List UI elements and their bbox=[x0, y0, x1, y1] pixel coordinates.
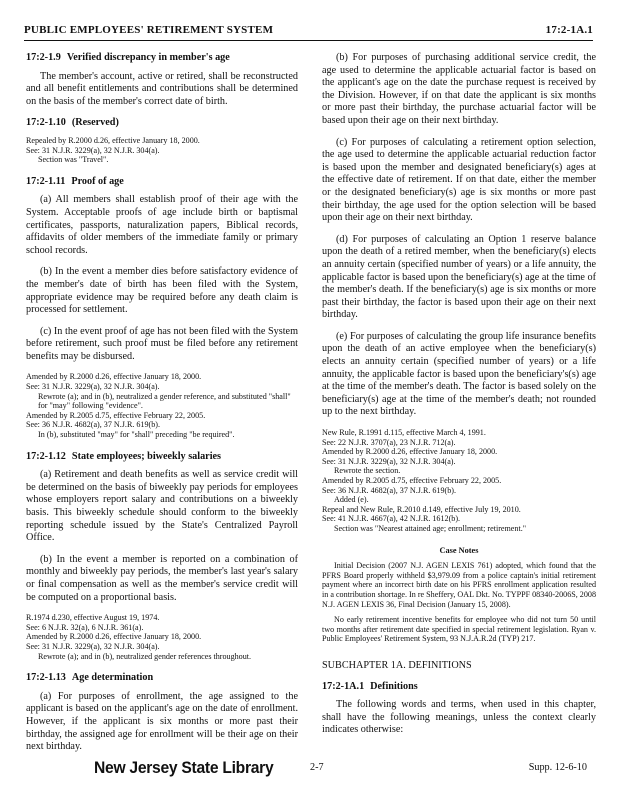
section-number: 17:2-1.11 bbox=[26, 175, 66, 187]
right-column bbox=[322, 52, 596, 746]
history-line: Amended by R.2000 d.26, effective January 18, 2000. bbox=[322, 447, 498, 457]
library-stamp: New Jersey State Library bbox=[94, 758, 274, 777]
history-line: Rewrote the section. bbox=[334, 466, 401, 476]
history-note bbox=[26, 613, 298, 661]
running-header bbox=[24, 22, 593, 40]
section-heading-1-13 bbox=[26, 672, 298, 685]
history-line: Rewrote (a); and in (b), neutralized a gender reference, and substituted "shall" for "may" following "evidence". bbox=[38, 391, 291, 411]
history-line: Section was "Nearest attained age; enrollment; retirement." bbox=[334, 523, 527, 533]
section-title: Age determination bbox=[71, 672, 154, 684]
section-title: Proof of age bbox=[71, 175, 124, 187]
history-line: See: 31 N.J.R. 3229(a), 32 N.J.R. 304(a). bbox=[26, 382, 160, 392]
paragraph: (a) Retirement and death benefits as well as service credit will be determined on the basis of biweekly pay periods for employees whose employers report salary and contributions on a biweekly basis. This biweekly schedule should conform to the biweekly reporting schedule issued by the State's Centralized Payroll Office. bbox=[26, 469, 298, 544]
page-number: 2-7 bbox=[310, 762, 324, 773]
paragraph: (b) In the event a member is reported on a combination of monthly and biweekly pay periods, the member's last year's salary or final compensation as well as the member's service credit will be computed on a proportional basis. bbox=[26, 553, 298, 603]
history-line: See: 6 N.J.R. 32(a), 6 N.J.R. 361(a). bbox=[26, 622, 144, 632]
section-number: 17:2-1.10 bbox=[26, 117, 66, 129]
section-number: 17:2-1.9 bbox=[26, 52, 61, 63]
history-note bbox=[26, 372, 298, 439]
paragraph: The member's account, active or retired, shall be reconstructed and all benefit entitlements and contributions shall be determined on the basis of the member's correct date of birth. bbox=[26, 70, 298, 107]
section-title: State employees; biweekly salaries bbox=[71, 450, 222, 462]
section-heading-1-9 bbox=[26, 52, 298, 65]
header-title: PUBLIC EMPLOYEES' RETIREMENT SYSTEM bbox=[24, 24, 274, 36]
history-line: See: 41 N.J.R. 4667(a), 42 N.J.R. 1612(b). bbox=[322, 514, 461, 524]
history-line: Rewrote (a); and in (b), neutralized gender references throughout. bbox=[38, 651, 252, 661]
section-heading-1a-1 bbox=[322, 681, 596, 694]
header-rule bbox=[24, 40, 593, 41]
history-line: In (b), substituted "may" for "shall" preceding "be required". bbox=[38, 430, 235, 440]
history-line: See: 31 N.J.R. 3229(a), 32 N.J.R. 304(a). bbox=[322, 456, 456, 466]
history-note bbox=[322, 428, 596, 534]
header-section-number: 17:2-1A.1 bbox=[545, 24, 593, 36]
paragraph: (e) For purposes of calculating the group life insurance benefits upon the death of an active employee when the beneficiary(s) elects an annuity certain (specified number of years) or a life annuity, the applicable factor is based upon the beneficiary's(s) age at the time of the member's death. The factor is based solely on the beneficiary(s) age at the time of the member's death; not rounded up to the next birthday. bbox=[322, 330, 596, 418]
section-number: 17:2-1.13 bbox=[26, 672, 66, 684]
history-line: See: 22 N.J.R. 3707(a), 23 N.J.R. 712(a). bbox=[322, 437, 456, 447]
paragraph: (b) In the event a member dies before satisfactory evidence of the member's date of birth has been filed with the System, appropriate evidence may be required before any death claim is processed for settlement. bbox=[26, 266, 298, 316]
history-line: See: 36 N.J.R. 4682(a), 37 N.J.R. 619(b). bbox=[322, 485, 456, 495]
history-line: Added (e). bbox=[334, 495, 369, 505]
paragraph: (d) For purposes of calculating an Option 1 reserve balance upon the death of a retired member, when the beneficiary(s) elects an annuity certain (specified number of years) or a life annuity, the applicable factor is based upon the beneficiary(s) age at the time of the member's death. If the beneficiary(s) age is six months or more past their birthday, the factor is based upon their age on their next birthday. bbox=[322, 233, 596, 321]
section-title: Definitions bbox=[370, 680, 418, 692]
paragraph: (b) For purposes of purchasing additional service credit, the age used to determine the applicable actuarial factor is based on the applicant's age on the date the purchase request is received by the Division. However, if on that date the applicant is six months or more past their birthday, the purchase actuarial factor will be based upon their age on their next birthday. bbox=[322, 52, 596, 126]
section-number: 17:2-1A.1 bbox=[322, 680, 365, 692]
section-title: (Reserved) bbox=[71, 117, 119, 129]
history-line: See: 31 N.J.R. 3229(a), 32 N.J.R. 304(a). bbox=[26, 641, 160, 651]
subchapter-heading: SUBCHAPTER 1A. DEFINITIONS bbox=[322, 659, 472, 671]
supplement-date: Supp. 12-6-10 bbox=[528, 762, 587, 773]
case-notes-heading: Case Notes bbox=[439, 545, 479, 555]
section-heading-1-11 bbox=[26, 176, 298, 189]
history-line: Amended by R.2005 d.75, effective February 22, 2005. bbox=[322, 476, 502, 485]
paragraph: The following words and terms, when used in this chapter, shall have the following meanings, unless the context clearly indicates otherwise: bbox=[322, 699, 596, 736]
history-line: See: 36 N.J.R. 4682(a), 37 N.J.R. 619(b). bbox=[26, 420, 160, 430]
section-heading-1-10 bbox=[26, 117, 298, 130]
paragraph: (a) For purposes of enrollment, the age assigned to the applicant is based on the applicant's age on the date of enrollment. However, if the applicant is six months or more past their birthday, the assigned age for enrollment will be their age on their next birthday. bbox=[26, 690, 298, 753]
section-number: 17:2-1.12 bbox=[26, 450, 66, 462]
history-line: Repealed by R.2000 d.26, effective January 18, 2000. bbox=[26, 135, 200, 145]
history-line: Repeal and New Rule, R.2010 d.149, effective July 19, 2010. bbox=[322, 504, 521, 514]
case-note: Initial Decision (2007 N.J. AGEN LEXIS 761) adopted, which found that the PFRS Board properly withheld $3,979.09 from a police captain's initial retirement payment where an incorrect birth date on his PFRS enrollment application resulted in a contribution shortage. In re Sheffery, OAL Dkt. No. TYPPF 08340-2006S, 2008 N.J. AGEN LEXIS 36, Final Decision (January 15, 2008). bbox=[322, 561, 596, 609]
history-line: Amended by R.2005 d.75, effective February 22, 2005. bbox=[26, 410, 206, 420]
paragraph: (c) In the event proof of age has not been filed with the System before retirement, such proof must be filed before any retirement benefits may be disbursed. bbox=[26, 325, 298, 362]
history-line: New Rule, R.1991 d.115, effective March 4, 1991. bbox=[322, 428, 486, 438]
history-line: Section was "Travel". bbox=[38, 155, 109, 165]
paragraph: (c) For purposes of calculating a retirement option selection, the age used to determine the applicable actuarial reduction factor is based upon the member and designated beneficiary(s) ages at the effective date of retirement. If on that date, either the member or the designated beneficiary(s) age is six months or more past their birthday, the age used for the option selection will be based upon their age on their next birthday. bbox=[322, 136, 596, 224]
section-title: Verified discrepancy in member's age bbox=[66, 52, 230, 63]
history-note bbox=[26, 136, 298, 165]
history-line: See: 31 N.J.R. 3229(a), 32 N.J.R. 304(a). bbox=[26, 145, 160, 155]
page-footer bbox=[24, 758, 593, 784]
section-heading-1-12 bbox=[26, 451, 298, 464]
left-column bbox=[26, 52, 298, 763]
history-line: Amended by R.2000 d.26, effective January 18, 2000. bbox=[26, 632, 202, 642]
history-line: R.1974 d.230, effective August 19, 1974. bbox=[26, 613, 160, 623]
paragraph: (a) All members shall establish proof of their age with the System. Acceptable proofs of age include birth or baptismal certificates, passports, naturalization papers, Biblical records, affidavits of older members of the immediate family or primary school records. bbox=[26, 194, 298, 256]
history-line: Amended by R.2000 d.26, effective January 18, 2000. bbox=[26, 372, 202, 382]
case-note: No early retirement incentive benefits for employee who did not turn 50 until two months after retirement date specified in special retirement legislation. Ryan v. Public Employees' Retirement System, 93 N.J.A.R.2d (TYP) 217. bbox=[322, 615, 596, 644]
